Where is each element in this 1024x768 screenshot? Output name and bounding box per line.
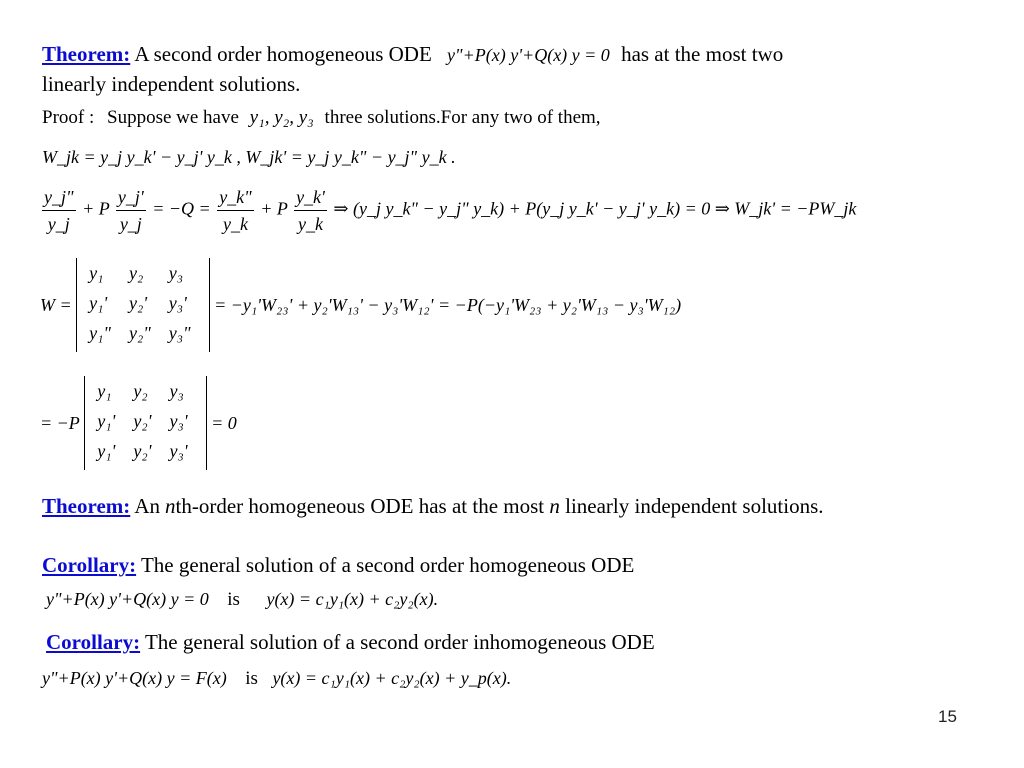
- proof-line: [42, 106, 601, 130]
- corollary1-text: The general solution of a second order homogeneous ODE: [140, 553, 635, 577]
- matrix-cell: y₂': [133, 411, 152, 431]
- determinant-1-matrix: [76, 258, 209, 352]
- determinant-2-matrix: [84, 376, 206, 470]
- fraction-3-num: y_k": [219, 187, 252, 207]
- fraction-3: [217, 186, 254, 235]
- matrix-cell: y₁': [97, 411, 116, 431]
- determinant-1-lhs: W =: [40, 295, 72, 315]
- theorem2-n: n: [165, 494, 176, 518]
- matrix-cell: y₃: [169, 381, 184, 401]
- theorem1-line1: [42, 42, 783, 66]
- proof-label: Proof :: [42, 107, 95, 128]
- fraction-2-num: y_j': [117, 187, 144, 207]
- matrix-cell: y₂: [133, 381, 148, 401]
- fraction-2-den: y_j: [116, 210, 146, 235]
- derivation-rest: ⇒ (y_j y_k" − y_j" y_k) + P(y_j y_k' − y_j' y_k) = 0 ⇒ W_jk' = −PW_jk: [333, 198, 857, 219]
- theorem1-line2: linearly independent solutions.: [42, 72, 301, 96]
- theorem-label: Theorem:: [42, 42, 131, 66]
- corollary1-is: is: [227, 589, 240, 610]
- corollary-label: Corollary:: [46, 630, 141, 654]
- matrix-cell: y₃': [169, 411, 188, 431]
- fraction-1-num: y_j": [44, 187, 74, 207]
- matrix-cell: y₃": [168, 323, 191, 343]
- determinant-equation-1: [40, 258, 681, 352]
- matrix-cell: y₂": [128, 323, 151, 343]
- corollary1-line2: [46, 588, 438, 611]
- matrix-row: [83, 290, 202, 320]
- wronskian-definition: W_jk = y_j y_k' − y_j' y_k , W_jk' = y_j y_k" − y_j" y_k .: [42, 147, 456, 167]
- equals-minus-q: = −Q =: [152, 198, 211, 219]
- theorem1-text: A second order homogeneous ODE: [134, 42, 432, 66]
- determinant-1-rhs: = −y₁'W₂₃' + y₂'W₁₃' − y₃'W₁₂' = −P(−y₁'W₂₃ + y₂'W₁₃ − y₃'W₁₂): [214, 295, 682, 315]
- matrix-row: [91, 438, 199, 468]
- fraction-1-den: y_j: [42, 210, 76, 235]
- theorem-label: Theorem:: [42, 494, 131, 518]
- matrix-cell: y₃': [169, 441, 188, 461]
- fraction-4-num: y_k': [296, 187, 325, 207]
- determinant-2-rhs: = 0: [211, 413, 237, 433]
- theorem2-text-b: th-order homogeneous ODE has at the most: [175, 494, 545, 518]
- matrix-cell: y₁: [97, 381, 112, 401]
- plus-p-2: + P: [260, 198, 288, 219]
- matrix-cell: y₂': [133, 441, 152, 461]
- matrix-cell: y₃': [168, 293, 187, 313]
- matrix-row: [91, 378, 199, 408]
- plus-p-1: + P: [82, 198, 110, 219]
- page-number: 15: [938, 707, 957, 726]
- theorem2-text-c: linearly independent solutions.: [565, 494, 824, 518]
- proof-text-b: three solutions.For any two of them,: [324, 107, 601, 128]
- matrix-row: [83, 320, 202, 350]
- matrix-cell: y₁": [89, 323, 111, 343]
- corollary1-equation: y"+P(x) y'+Q(x) y = 0: [46, 589, 209, 609]
- determinant-equation-2: [40, 376, 237, 470]
- matrix-row: [83, 260, 202, 290]
- corollary-label: Corollary:: [42, 553, 137, 577]
- theorem2-n: n: [549, 494, 560, 518]
- corollary2-equation: y"+P(x) y'+Q(x) y = F(x): [42, 668, 227, 688]
- theorem1-tail: has at the most two: [621, 42, 784, 66]
- corollary2-line1: [46, 630, 655, 654]
- proof-vars: y₁, y₂, y₃: [249, 107, 314, 128]
- matrix-cell: y₃: [168, 263, 184, 283]
- corollary2-line2: [42, 667, 511, 690]
- theorem1-equation: y"+P(x) y'+Q(x) y = 0: [447, 45, 610, 65]
- corollary1-solution: y(x) = c₁y₁(x) + c₂y₂(x).: [266, 589, 439, 609]
- corollary2-solution: y(x) = c₁y₁(x) + c₂y₂(x) + y_p(x).: [272, 668, 512, 688]
- matrix-row: [91, 408, 199, 438]
- matrix-cell: y₁: [89, 263, 104, 283]
- fraction-1: [42, 186, 76, 235]
- theorem2-text-a: An: [134, 494, 161, 518]
- fraction-3-den: y_k: [217, 210, 254, 235]
- determinant-2-lhs: = −P: [40, 413, 80, 433]
- fraction-2: [116, 186, 146, 235]
- theorem2-line: [42, 494, 824, 518]
- fraction-4: [294, 186, 327, 235]
- corollary2-is: is: [245, 668, 258, 689]
- matrix-cell: y₁': [97, 441, 116, 461]
- corollary1-line1: [42, 553, 634, 577]
- derivation-equation: [40, 186, 856, 235]
- matrix-cell: y₂: [128, 263, 144, 283]
- matrix-cell: y₁': [89, 293, 108, 313]
- fraction-4-den: y_k: [294, 210, 327, 235]
- matrix-cell: y₂': [128, 293, 148, 313]
- corollary2-text: The general solution of a second order inhomogeneous ODE: [144, 630, 655, 654]
- proof-text-a: Suppose we have: [107, 107, 239, 128]
